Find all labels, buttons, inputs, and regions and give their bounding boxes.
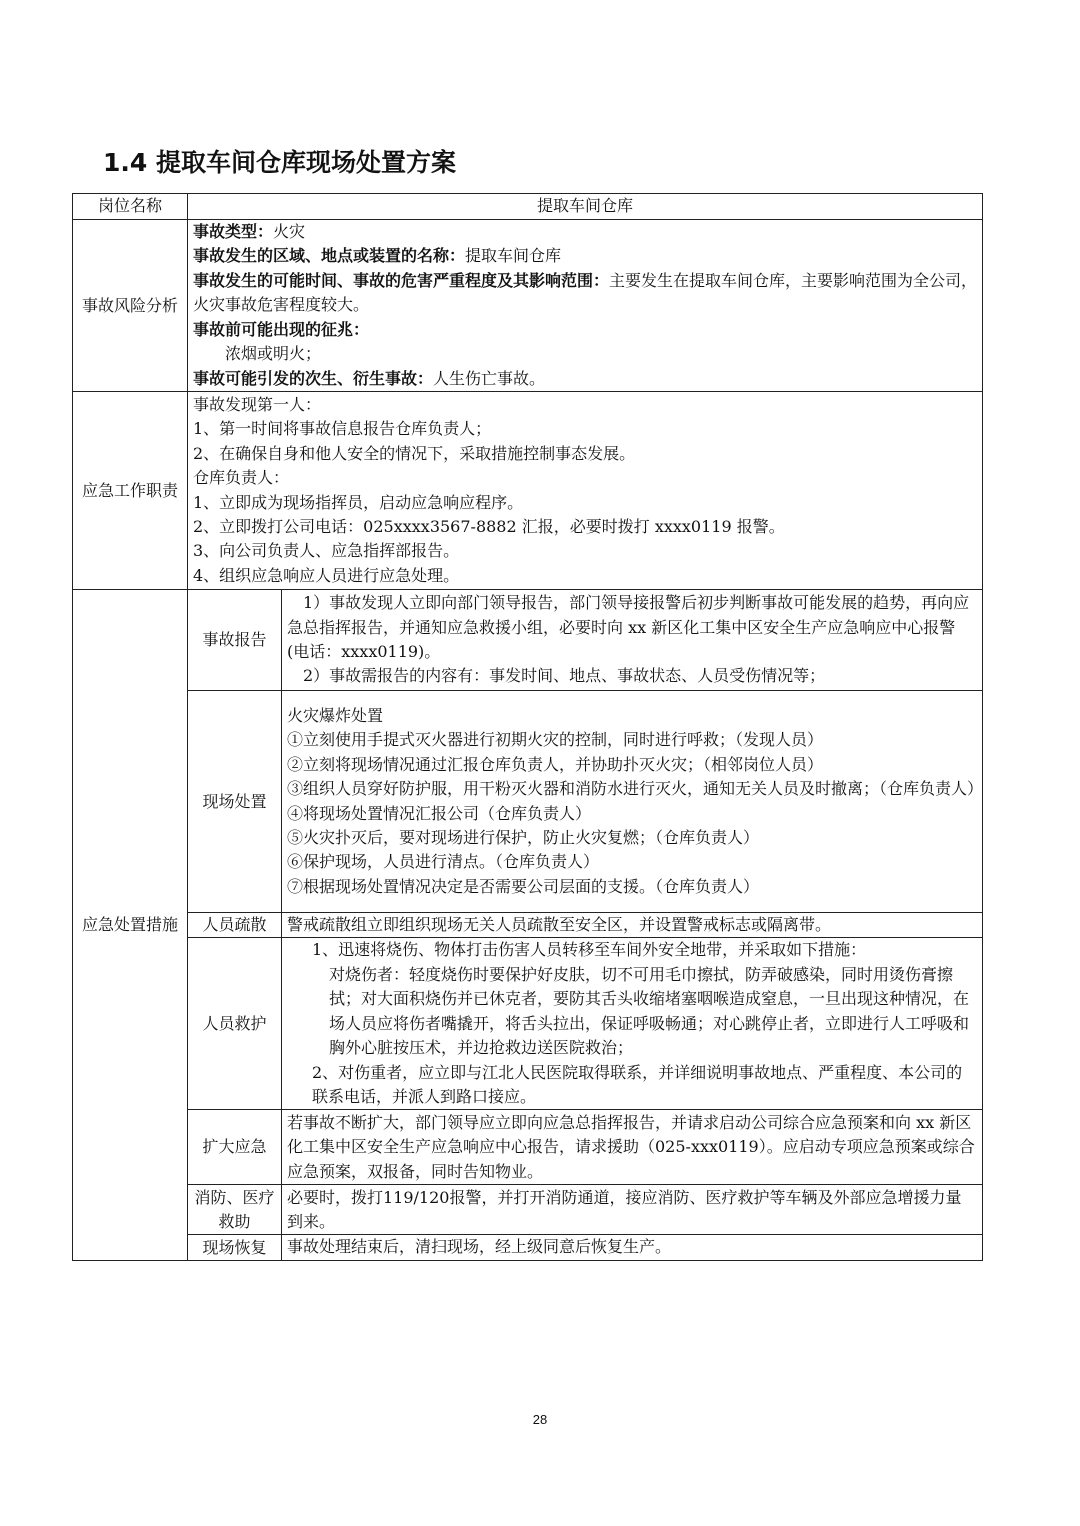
duty-line: 仓库负责人：	[193, 468, 290, 488]
onsite-line: ⑦根据现场处置情况决定是否需要公司层面的支援。（仓库负责人）	[287, 876, 760, 896]
rescue-row	[73, 938, 983, 1110]
restore-text: 事故处理结束后，清扫现场，经上级同意后恢复生产。	[282, 1235, 983, 1260]
expand-row	[73, 1110, 983, 1185]
onsite-line: ②立刻将现场情况通过汇报仓库负责人，并协助扑灭火灾；（相邻岗位人员）	[287, 754, 824, 774]
duty-line: 2、立即拨打公司电话：025xxxx3567-8882 汇报，必要时拨打 xxxx0119 报警。	[193, 516, 785, 536]
evac-row	[73, 913, 983, 938]
risk-signs-value: 浓烟或明火；	[225, 344, 322, 364]
risk-area: 事故发生的区域、地点或装置的名称：提取车间仓库	[193, 246, 562, 266]
duty-line: 1、立即成为现场指挥员，启动应急响应程序。	[193, 492, 524, 512]
page-number: 28	[532, 1412, 548, 1427]
expand-text: 若事故不断扩大，部门领导应立即向应急总指挥报告，并请求启动公司综合应急预案和向 xx 新区化工集中区安全生产应急响应中心报告，请求援助（025-xxx0119）。应启动专项应急预案或综合应急预案，双报备，同时告知物业。	[282, 1110, 983, 1185]
onsite-line: ⑤火灾扑灭后，要对现场进行保护，防止火灾复燃；（仓库负责人）	[287, 827, 760, 847]
rescue-label: 人员救护	[188, 938, 282, 1110]
expand-label: 扩大应急	[188, 1110, 282, 1185]
rescue-l1: 1、迅速将烧伤、物体打击伤害人员转移至车间外安全地带，并采取如下措施：	[312, 940, 867, 960]
restore-row	[73, 1235, 983, 1260]
report-label: 事故报告	[188, 590, 282, 691]
risk-type: 事故类型：火灾	[193, 222, 306, 242]
onsite-label: 现场处置	[188, 691, 282, 913]
risk-label: 事故风险分析	[73, 220, 188, 392]
rescue-content	[282, 938, 983, 1110]
duty-line: 2、在确保自身和他人安全的情况下，采取措施控制事态发展。	[193, 443, 636, 463]
rescue-l2: 2、对伤重者，应立即与江北人民医院取得联系，并详细说明事故地点、严重程度、本公司的联系电话，并派人到路口接应。	[312, 1062, 963, 1106]
duty-line: 1、第一时间将事故信息报告仓库负责人；	[193, 419, 492, 439]
report-row	[73, 590, 983, 691]
report-content	[282, 590, 983, 691]
fire-label: 消防、医疗救助	[188, 1185, 282, 1235]
duty-line: 4、组织应急响应人员进行应急处理。	[193, 565, 460, 585]
onsite-content	[282, 691, 983, 913]
restore-label: 现场恢复	[188, 1235, 282, 1260]
duty-label: 应急工作职责	[73, 392, 188, 590]
risk-row	[73, 220, 983, 392]
onsite-line: ①立刻使用手提式灭火器进行初期火灾的控制，同时进行呼救；（发现人员）	[287, 730, 824, 750]
evac-text: 警戒疏散组立即组织现场无关人员疏散至安全区，并设置警戒标志或隔离带。	[282, 913, 983, 938]
risk-secondary: 事故可能引发的次生、衍生事故：人生伤亡事故。	[193, 368, 546, 388]
onsite-row	[73, 691, 983, 913]
header-row	[73, 194, 983, 220]
risk-time: 事故发生的可能时间、事故的危害严重程度及其影响范围：主要发生在提取车间仓库，主要影响范围为全公司，火灾事故危害程度较大。	[193, 270, 978, 315]
report-p1: 1）事故发现人立即向部门领导报告，部门领导接报警后初步判断事故可能发展的趋势，再向应急总指挥报告，并通知应急救援小组，必要时向 xx 新区化工集中区安全生产应急响应中心报警(电话：xxxx0119)。	[287, 593, 970, 661]
response-plan-table	[72, 193, 983, 1261]
duty-content	[188, 392, 983, 590]
onsite-line: ④将现场处置情况汇报公司（仓库负责人）	[287, 803, 592, 823]
risk-signs-label: 事故前可能出现的征兆：	[193, 319, 370, 339]
duty-line: 3、向公司负责人、应急指挥部报告。	[193, 541, 460, 561]
post-label: 岗位名称	[73, 194, 188, 220]
onsite-line: ⑥保护现场，人员进行清点。（仓库负责人）	[287, 852, 600, 872]
measures-label: 应急处置措施	[73, 590, 188, 1261]
evac-label: 人员疏散	[188, 913, 282, 938]
onsite-line: 火灾爆炸处置	[287, 705, 384, 725]
post-value: 提取车间仓库	[188, 194, 983, 220]
risk-content	[188, 220, 983, 392]
fire-row	[73, 1185, 983, 1235]
onsite-line: ③组织人员穿好防护服，用干粉灭火器和消防水进行灭火，通知无关人员及时撤离；（仓库负责人）	[287, 779, 984, 799]
duty-row	[73, 392, 983, 590]
report-p2: 2）事故需报告的内容有：事发时间、地点、事故状态、人员受伤情况等；	[303, 666, 826, 686]
rescue-l1b: 对烧伤者：轻度烧伤时要保护好皮肤，切不可用毛巾擦拭，防弄破感染，同时用烫伤膏擦拭；对大面积烧伤并已休克者，要防其舌头收缩堵塞咽喉造成窒息，一旦出现这种情况，在场人员应将伤者嘴撬开，将舌头拉出，保证呼吸畅通；对心跳停止者，立即进行人工呼吸和胸外心脏按压术，并边抢救边送医院救治；	[329, 964, 970, 1058]
duty-line: 事故发现第一人：	[193, 394, 322, 414]
page-title: 1.4 提取车间仓库现场处置方案	[103, 148, 456, 177]
fire-text: 必要时，拨打119/120报警，并打开消防通道，接应消防、医疗救护等车辆及外部应急增援力量到来。	[282, 1185, 983, 1235]
